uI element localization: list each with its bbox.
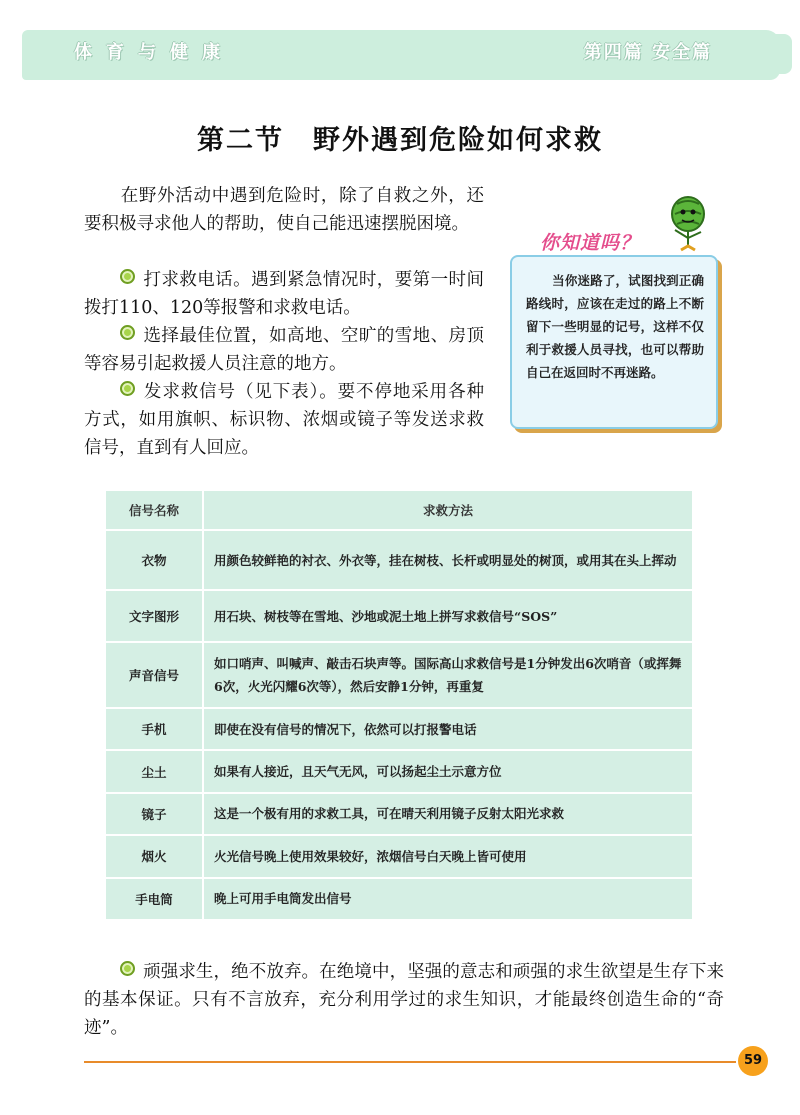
- table-cell-method: 用颜色较鲜艳的衬衣、外衣等，挂在树枝、长杆或明显处的树顶，或用其在头上挥动: [203, 530, 693, 590]
- bullet-icon: [120, 381, 135, 396]
- table-cell-name: 手机: [105, 708, 203, 750]
- table-cell-name: 尘土: [105, 750, 203, 792]
- table-row: [105, 750, 693, 792]
- tip-text: [526, 269, 704, 384]
- bullet-paragraph-3: [84, 378, 484, 462]
- bullet-icon: [120, 325, 135, 340]
- table-cell-method: 如口哨声、叫喊声、敲击石块声等。国际高山求救信号是1分钟发出6次哨音（或挥舞6次，火光闪耀6次等），然后安静1分钟，再重复: [203, 642, 693, 708]
- page-header: [22, 30, 780, 80]
- table-row: [105, 708, 693, 750]
- table-cell-name: 声音信号: [105, 642, 203, 708]
- bullet-paragraph-1: [84, 266, 484, 322]
- table-cell-name: 衣物: [105, 530, 203, 590]
- bullet-text-1: 打求救电话。遇到紧急情况时，要第一时间拨打110、120等报警和求救电话。: [84, 270, 484, 318]
- table-row: [105, 835, 693, 877]
- table-header-method: 求救方法: [203, 490, 693, 530]
- table-row: [105, 793, 693, 835]
- closing-text: 顽强求生，绝不放弃。在绝境中，坚强的意志和顽强的求生欲望是生存下来的基本保证。只有不言放弃，充分利用学过的求生知识，才能最终创造生命的“奇迹”。: [84, 962, 724, 1038]
- page-number: 59: [738, 1046, 768, 1076]
- table-cell-method: 如果有人接近，且天气无风，可以扬起尘土示意方位: [203, 750, 693, 792]
- bullet-paragraph-2: [84, 322, 484, 378]
- table-row: [105, 590, 693, 642]
- table-cell-method: 晚上可用手电筒发出信号: [203, 878, 693, 920]
- tip-label: 你知道吗？: [540, 232, 641, 254]
- chapter-title: 第四篇 安全篇: [583, 42, 712, 63]
- book-title: 体育与健康: [74, 42, 234, 63]
- signal-table: [104, 489, 694, 921]
- table-cell-method: 即使在没有信号的情况下，依然可以打报警电话: [203, 708, 693, 750]
- section-title: 第二节 野外遇到危险如何求救: [197, 125, 603, 156]
- table-cell-name: 文字图形: [105, 590, 203, 642]
- intro-text: 在野外活动中遇到危险时，除了自救之外，还要积极寻求他人的帮助，使自己能迅速摆脱困境。: [84, 186, 484, 234]
- table-header-name: 信号名称: [105, 490, 203, 530]
- table-row: [105, 878, 693, 920]
- table-cell-name: 烟火: [105, 835, 203, 877]
- footer-rule: [84, 1061, 736, 1063]
- bullet-icon: [120, 961, 135, 976]
- intro-paragraph: [84, 182, 484, 238]
- table-cell-method: 火光信号晚上使用效果较好，浓烟信号白天晚上皆可使用: [203, 835, 693, 877]
- table-row: [105, 530, 693, 590]
- table-header-row: [105, 490, 693, 530]
- tip-box: [510, 255, 718, 429]
- bullet-icon: [120, 269, 135, 284]
- table-cell-name: 手电筒: [105, 878, 203, 920]
- table-row: [105, 642, 693, 708]
- closing-paragraph: [84, 958, 724, 1042]
- tip-text-content: 当你迷路了，试图找到正确路线时，应该在走过的路上不断留下一些明显的记号，这样不仅利于救援人员寻找，也可以帮助自己在返回时不再迷路。: [526, 273, 704, 380]
- table-cell-method: 用石块、树枝等在雪地、沙地或泥土地上拼写求救信号“SOS”: [203, 590, 693, 642]
- table-cell-method: 这是一个极有用的求救工具，可在晴天利用镜子反射太阳光求救: [203, 793, 693, 835]
- watermelon-mascot-icon: [665, 192, 711, 254]
- bullet-text-2: 选择最佳位置，如高地、空旷的雪地、房顶等容易引起救援人员注意的地方。: [84, 326, 484, 374]
- bullet-text-3: 发求救信号（见下表）。要不停地采用各种方式，如用旗帜、标识物、浓烟或镜子等发送求救信号，直到有人回应。: [84, 382, 484, 458]
- header-tab: [774, 34, 792, 74]
- table-cell-name: 镜子: [105, 793, 203, 835]
